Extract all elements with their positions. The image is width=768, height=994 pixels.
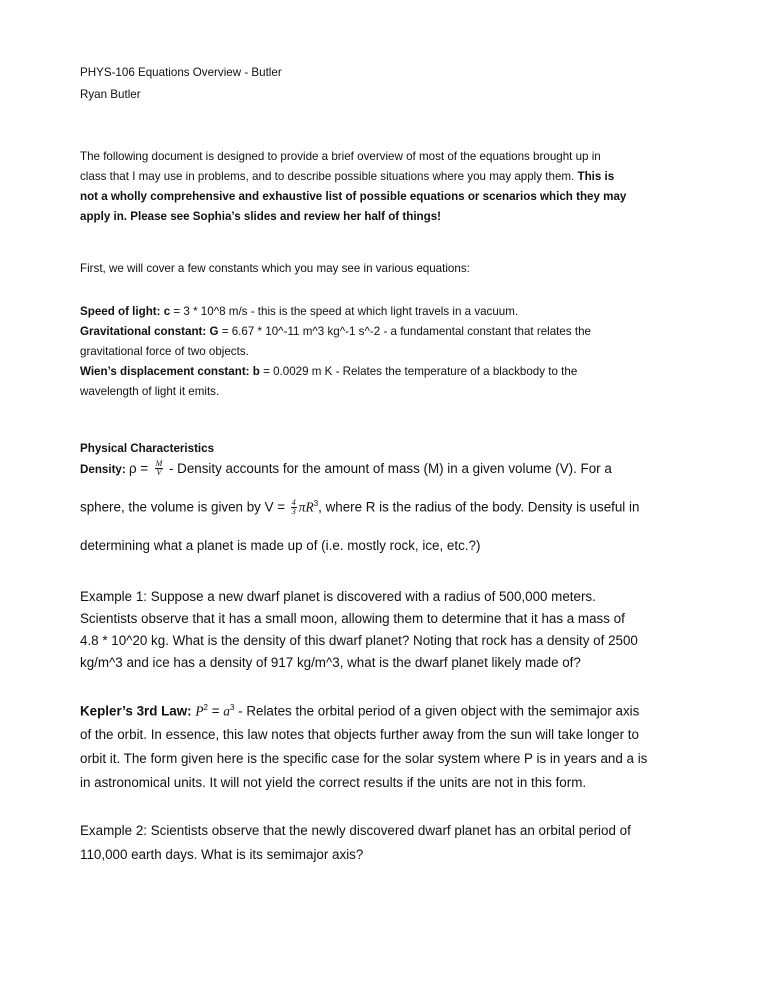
exponent: 3 — [229, 703, 235, 712]
example2-line: 110,000 earth days. What is its semimajor axis? — [80, 847, 364, 862]
constant-text: = 6.67 * 10^-11 m^3 kg^-1 s^-2 - a fundamental constant that relates the — [218, 325, 591, 338]
rho-symbol: ρ = — [128, 461, 149, 476]
constant-symbol: G — [209, 325, 219, 338]
example1-line: Scientists observe that it has a small moon, allowing them to determine that it has a mass of — [80, 611, 625, 626]
exponent: 2 — [203, 703, 208, 712]
intro-text: class that I may use in problems, and to describe possible situations where you may apply them. — [80, 170, 578, 183]
document-title: PHYS-106 Equations Overview - Butler — [80, 66, 282, 79]
sphere-text: sphere, the volume is given by V = — [80, 499, 289, 515]
kepler-text: - Relates the orbital period of a given object with the semimajor axis — [234, 703, 640, 719]
example1-line: 4.8 * 10^20 kg. What is the density of this dwarf planet? Noting that rock has a density of 2500 — [80, 633, 638, 648]
section-heading — [80, 442, 214, 455]
sphere-text: , where R is the radius of the body. Density is useful in — [318, 499, 640, 515]
denominator: 3 — [291, 507, 296, 517]
exponent: 3 — [313, 499, 319, 508]
equals: = — [208, 703, 224, 719]
kepler-text: in astronomical units. It will not yield the correct results if the units are not in this form. — [80, 775, 587, 790]
constant-wien — [80, 365, 577, 378]
pi-r: πR — [298, 499, 314, 515]
constant-symbol: c — [163, 305, 171, 318]
sphere-text: determining what a planet is made up of (i.e. mostly rock, ice, etc.?) — [80, 538, 481, 553]
constant-label: Gravitational constant: — [80, 325, 210, 338]
var-a: a — [223, 703, 230, 719]
constant-text: = 3 * 10^8 m/s - this is the speed at which light travels in a vacuum. — [170, 305, 519, 318]
intro-bold: This is — [577, 170, 615, 183]
kepler-text: orbit it. The form given here is the specific case for the solar system where P is in years and a is — [80, 751, 648, 766]
intro-line — [80, 210, 441, 223]
example2-line: Example 2: Scientists observe that the newly discovered dwarf planet has an orbital period of — [80, 823, 631, 838]
constant-text: gravitational force of two objects. — [80, 345, 249, 358]
density-line — [80, 460, 612, 478]
example1-line: kg/m^3 and ice has a density of 917 kg/m^3, what is the dwarf planet likely made of? — [80, 655, 581, 670]
density-text: - Density accounts for the amount of mass (M) in a given volume (V). For a — [165, 461, 612, 476]
denominator: V — [156, 468, 162, 478]
fraction-4-over-3 — [291, 499, 297, 516]
var-p: P — [195, 703, 204, 719]
intro-bold: apply in. Please see Sophia’s slides and review her half of things! — [80, 210, 442, 223]
intro-line — [80, 190, 626, 203]
constant-gravitational — [80, 325, 591, 338]
constant-label: Speed of light: — [80, 305, 164, 318]
fraction-m-over-v — [155, 460, 164, 477]
author-name: Ryan Butler — [80, 88, 141, 101]
heading-text: Physical Characteristics — [80, 442, 215, 455]
numerator: 4 — [291, 498, 296, 508]
kepler-label: Kepler’s 3rd Law: — [80, 703, 196, 719]
constants-lead: First, we will cover a few constants which you may see in various equations: — [80, 262, 470, 275]
intro-bold: not a wholly comprehensive and exhaustive list of possible equations or scenarios which they may — [80, 190, 627, 203]
density-label: Density: — [80, 463, 129, 476]
constant-speed-of-light — [80, 305, 518, 318]
numerator: M — [155, 459, 163, 469]
constant-text: = 0.0029 m K - Relates the temperature of a blackbody to the — [259, 365, 578, 378]
kepler-line — [80, 703, 639, 719]
intro-line: The following document is designed to provide a brief overview of most of the equations brought up in — [80, 150, 601, 163]
constant-label: Wien’s displacement constant: — [80, 365, 253, 378]
constant-text: wavelength of light it emits. — [80, 385, 220, 398]
sphere-line — [80, 499, 639, 516]
constant-symbol: b — [252, 365, 260, 378]
kepler-text: of the orbit. In essence, this law notes that objects further away from the sun will take longer to — [80, 727, 639, 742]
example1-line: Example 1: Suppose a new dwarf planet is discovered with a radius of 500,000 meters. — [80, 589, 596, 604]
intro-line — [80, 170, 614, 183]
